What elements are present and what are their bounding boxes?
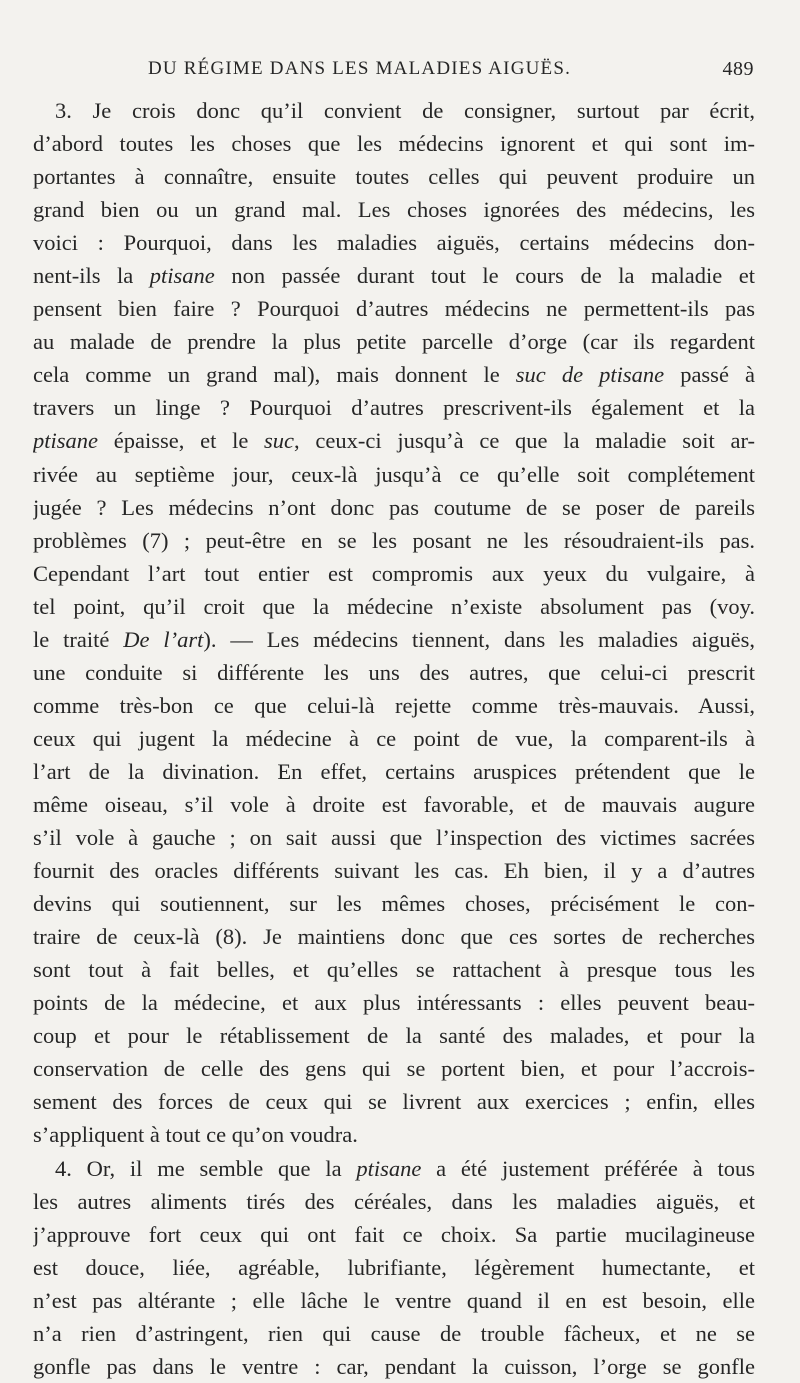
- text-segment: portantes à connaître, ensuite toutes celles qui peuvent produire un: [33, 164, 755, 190]
- text-segment: voici : Pourquoi, dans les maladies aiguës, certains médecins don-: [33, 230, 755, 256]
- text-line: [33, 788, 755, 821]
- text-line: [33, 1052, 755, 1085]
- text-line: [33, 1284, 755, 1317]
- text-line: [33, 524, 755, 557]
- running-head: DU RÉGIME DANS LES MALADIES AIGUËS.: [148, 58, 572, 79]
- text-segment: n’a rien d’astringent, rien qui cause de trouble fâcheux, et ne se: [33, 1320, 755, 1346]
- text-segment: n’est pas altérante ; elle lâche le ventre quand il en est besoin, elle: [33, 1287, 755, 1313]
- text-line: [33, 193, 755, 226]
- text-segment-italic: ptisane: [149, 263, 215, 289]
- text-line: [33, 1350, 755, 1383]
- text-line: [33, 557, 755, 590]
- text-segment: conservation de celle des gens qui se portent bien, et pour l’accrois-: [33, 1056, 755, 1082]
- text-segment-italic: ptisane: [33, 428, 98, 454]
- text-line: [33, 160, 755, 193]
- text-line: [33, 986, 755, 1019]
- text-segment: non passée durant tout le cours de la maladie et: [214, 263, 755, 289]
- text-segment: gonfle pas dans le ventre : car, pendant la cuisson, l’orge se gonfle: [33, 1353, 755, 1379]
- text-line: [33, 920, 755, 953]
- text-line: [33, 391, 755, 424]
- text-line: [33, 1118, 755, 1151]
- text-line: [33, 722, 755, 755]
- text-line: [33, 259, 755, 292]
- text-segment: sont tout à fait belles, et qu’elles se rattachent à presque tous les: [33, 957, 755, 983]
- text-line: [33, 358, 755, 391]
- text-segment: points de la médecine, et aux plus intéressants : elles peuvent beau-: [33, 990, 755, 1016]
- text-segment: passé à: [664, 362, 755, 388]
- text-segment: 3. Je crois donc qu’il convient de consigner, surtout par écrit,: [55, 98, 755, 123]
- text-segment-italic: suc: [264, 428, 295, 454]
- text-segment: Cependant l’art tout entier est compromis aux yeux du vulgaire, à: [33, 560, 755, 586]
- text-line: [33, 689, 755, 722]
- text-line: [33, 590, 755, 623]
- text-line: [33, 292, 755, 325]
- text-line: [33, 623, 755, 656]
- text-segment: d’abord toutes les choses que les médecins ignorent et qui sont im-: [33, 131, 755, 157]
- text-line: [33, 424, 755, 457]
- text-line: [33, 491, 755, 524]
- text-segment: 4. Or, il me semble que la: [55, 1155, 357, 1181]
- text-segment: problèmes (7) ; peut-être en se les posant ne les résoudraient-ils pas.: [33, 527, 755, 553]
- text-segment: travers un linge ? Pourquoi d’autres prescrivent-ils également et la: [33, 395, 755, 421]
- text-segment: devins qui soutiennent, sur les mêmes choses, précisément le con-: [33, 891, 755, 917]
- text-segment: , ceux-ci jusqu’à ce que la maladie soit ar-: [294, 428, 755, 454]
- text-segment: rivée au septième jour, ceux-là jusqu’à ce qu’elle soit complétement: [33, 461, 755, 487]
- text-segment: pensent bien faire ? Pourquoi d’autres médecins ne permettent-ils pas: [33, 296, 755, 322]
- text-segment: sement des forces de ceux qui se livrent aux exercices ; enfin, elles: [33, 1089, 755, 1115]
- text-segment: même oiseau, s’il vole à droite est favorable, et de mauvais augure: [33, 791, 755, 817]
- text-line: [33, 1085, 755, 1118]
- text-line: [33, 1218, 755, 1251]
- text-line: [33, 94, 755, 127]
- text-segment: les autres aliments tirés des céréales, dans les maladies aiguës, et: [33, 1188, 755, 1214]
- text-segment: épaisse, et le: [98, 428, 265, 454]
- text-line: [33, 1251, 755, 1284]
- text-segment-italic: ptisane: [356, 1155, 422, 1181]
- text-line: [33, 1317, 755, 1350]
- text-segment: l’art de la divination. En effet, certains aruspices prétendent que le: [33, 758, 755, 784]
- text-segment: j’approuve fort ceux qui ont fait ce choix. Sa partie mucilagineuse: [33, 1221, 755, 1247]
- text-segment: fournit des oracles différents suivant les cas. Eh bien, il y a d’autres: [33, 858, 755, 884]
- text-segment: ceux qui jugent la médecine à ce point de vue, la comparent-ils à: [33, 725, 755, 751]
- text-segment: jugée ? Les médecins n’ont donc pas coutume de se poser de pareils: [33, 494, 755, 520]
- page-header: [148, 58, 754, 88]
- text-line: [33, 953, 755, 986]
- text-segment-italic: suc de ptisane: [515, 362, 665, 388]
- text-line: [33, 887, 755, 920]
- text-segment: a été justement préférée à tous: [421, 1155, 755, 1181]
- text-line: [33, 821, 755, 854]
- text-segment: est douce, liée, agréable, lubrifiante, légèrement humectante, et: [33, 1254, 755, 1280]
- text-segment-italic: De l’art: [123, 626, 204, 652]
- text-segment: nent-ils la: [33, 263, 150, 289]
- text-segment: coup et pour le rétablissement de la santé des malades, et pour la: [33, 1023, 755, 1049]
- text-segment: s’appliquent à tout ce qu’on voudra.: [33, 1122, 358, 1148]
- text-segment: le traité: [33, 626, 124, 652]
- text-segment: tel point, qu’il croit que la médecine n’existe absolument pas (voy.: [33, 593, 755, 619]
- text-line: [33, 226, 755, 259]
- text-line: [33, 656, 755, 689]
- text-line: [33, 325, 755, 358]
- text-line: [33, 1152, 755, 1185]
- page-number: 489: [722, 58, 754, 80]
- text-segment: ). — Les médecins tiennent, dans les maladies aiguës,: [203, 626, 755, 652]
- text-segment: grand bien ou un grand mal. Les choses ignorées des médecins, les: [33, 197, 755, 223]
- text-segment: une conduite si différente les uns des autres, que celui-ci prescrit: [33, 659, 755, 685]
- text-line: [33, 1185, 755, 1218]
- text-line: [33, 854, 755, 887]
- text-line: [33, 755, 755, 788]
- text-body: [33, 94, 755, 1383]
- text-segment: s’il vole à gauche ; on sait aussi que l’inspection des victimes sacrées: [33, 825, 755, 851]
- text-segment: au malade de prendre la plus petite parcelle d’orge (car ils regardent: [33, 329, 755, 355]
- text-segment: cela comme un grand mal), mais donnent le: [33, 362, 516, 388]
- text-segment: comme très-bon ce que celui-là rejette comme très-mauvais. Aussi,: [33, 692, 755, 718]
- text-segment: traire de ceux-là (8). Je maintiens donc que ces sortes de recherches: [33, 924, 755, 950]
- text-line: [33, 127, 755, 160]
- text-line: [33, 458, 755, 491]
- text-line: [33, 1019, 755, 1052]
